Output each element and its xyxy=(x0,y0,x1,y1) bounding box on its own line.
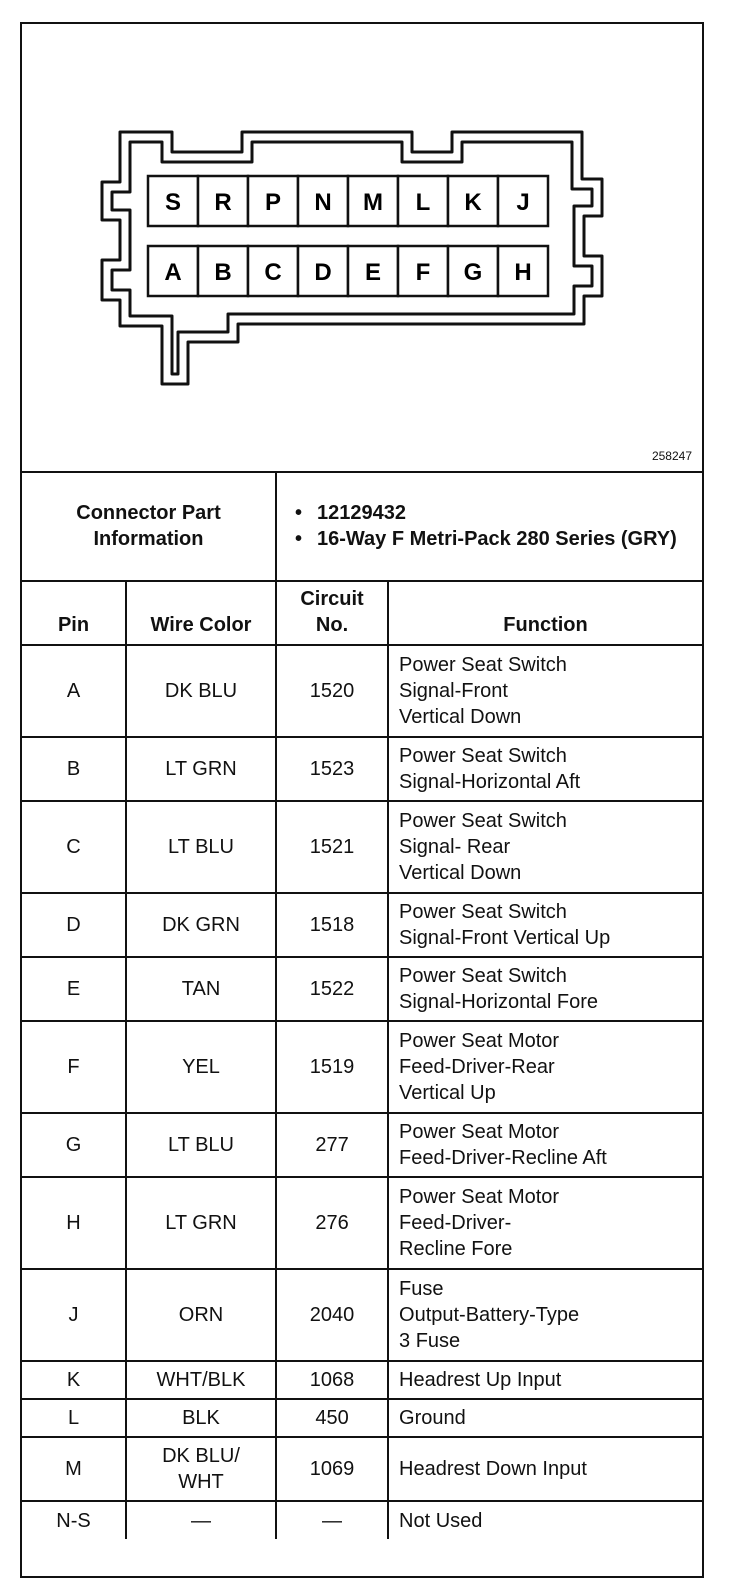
pinout-table xyxy=(22,471,702,1539)
table-row xyxy=(22,801,702,893)
circuit-cell: 2040 xyxy=(276,1269,388,1361)
table-row xyxy=(22,893,702,957)
pin-label: R xyxy=(214,189,232,216)
connector-sheet xyxy=(20,22,704,1578)
pin-label: E xyxy=(364,259,382,286)
pin-cell: D xyxy=(22,893,126,957)
pin-label: F xyxy=(415,259,431,286)
pin-cell: B xyxy=(22,737,126,801)
wire-color-cell: LT GRN xyxy=(126,737,276,801)
pin-label: H xyxy=(514,259,532,286)
wire-color-cell: BLK xyxy=(126,1399,276,1437)
function-cell: Headrest Down Input xyxy=(388,1437,702,1501)
function-cell: Power Seat Switch Signal-Front Vertical Down xyxy=(388,645,702,737)
table-row xyxy=(22,1021,702,1113)
function-cell: Power Seat Motor Feed-Driver- Recline Fore xyxy=(388,1177,702,1269)
table-row xyxy=(22,957,702,1021)
function-cell: Fuse Output-Battery-Type 3 Fuse xyxy=(388,1269,702,1361)
circuit-cell: 276 xyxy=(276,1177,388,1269)
table-row xyxy=(22,1113,702,1177)
top-pin-row xyxy=(148,176,548,226)
pin-cell: L xyxy=(22,1399,126,1437)
pin-label: P xyxy=(264,189,282,216)
function-cell: Power Seat Motor Feed-Driver-Rear Vertical Up xyxy=(388,1021,702,1113)
pin-label: G xyxy=(463,259,483,286)
table-row xyxy=(22,1361,702,1399)
wire-color-cell: ORN xyxy=(126,1269,276,1361)
part-info-label: Connector Part Information xyxy=(22,471,276,581)
wire-color-cell: LT GRN xyxy=(126,1177,276,1269)
function-cell: Power Seat Switch Signal-Horizontal Fore xyxy=(388,957,702,1021)
circuit-cell: 1518 xyxy=(276,893,388,957)
pin-label: J xyxy=(516,189,530,216)
wire-color-cell: DK GRN xyxy=(126,893,276,957)
pin-label: M xyxy=(363,189,383,216)
pin-label: N xyxy=(314,189,332,216)
pin-cell: A xyxy=(22,645,126,737)
header-pin: Pin xyxy=(22,581,126,645)
circuit-cell: 1523 xyxy=(276,737,388,801)
table-row xyxy=(22,1501,702,1539)
function-cell: Power Seat Switch Signal- Rear Vertical Down xyxy=(388,801,702,893)
circuit-cell: 1069 xyxy=(276,1437,388,1501)
table-row xyxy=(22,1399,702,1437)
wire-color-cell: LT BLU xyxy=(126,1113,276,1177)
connector-diagram xyxy=(22,24,702,473)
pin-label: S xyxy=(164,189,182,216)
pin-label: L xyxy=(415,189,431,216)
circuit-cell: 1522 xyxy=(276,957,388,1021)
wire-color-cell: DK BLU xyxy=(126,645,276,737)
pin-cell: C xyxy=(22,801,126,893)
header-wire-color: Wire Color xyxy=(126,581,276,645)
circuit-cell: 1520 xyxy=(276,645,388,737)
figure-id: 258247 xyxy=(651,449,692,463)
wire-color-cell: WHT/BLK xyxy=(126,1361,276,1399)
circuit-cell: 1519 xyxy=(276,1021,388,1113)
header-circuit: Circuit No. xyxy=(276,581,388,645)
pin-cell: G xyxy=(22,1113,126,1177)
connector-face-drawing xyxy=(22,24,702,471)
table-row xyxy=(22,645,702,737)
wire-color-cell: DK BLU/ WHT xyxy=(126,1437,276,1501)
pin-cell: F xyxy=(22,1021,126,1113)
wire-color-cell: LT BLU xyxy=(126,801,276,893)
bottom-pin-row xyxy=(148,246,548,296)
circuit-cell: 1068 xyxy=(276,1361,388,1399)
header-row xyxy=(22,581,702,645)
part-description: • 16-Way F Metri-Pack 280 Series (GRY) xyxy=(317,526,692,552)
circuit-cell: 450 xyxy=(276,1399,388,1437)
part-number: • 12129432 xyxy=(317,500,692,526)
function-cell: Ground xyxy=(388,1399,702,1437)
circuit-cell: 1521 xyxy=(276,801,388,893)
pin-cell: H xyxy=(22,1177,126,1269)
function-cell: Not Used xyxy=(388,1501,702,1539)
table-row xyxy=(22,1437,702,1501)
table-row xyxy=(22,1177,702,1269)
pin-label: K xyxy=(464,189,482,216)
pin-cell: E xyxy=(22,957,126,1021)
function-cell: Power Seat Switch Signal-Front Vertical Up xyxy=(388,893,702,957)
function-cell: Headrest Up Input xyxy=(388,1361,702,1399)
pin-cell: K xyxy=(22,1361,126,1399)
function-cell: Power Seat Switch Signal-Horizontal Aft xyxy=(388,737,702,801)
table-row xyxy=(22,737,702,801)
function-cell: Power Seat Motor Feed-Driver-Recline Aft xyxy=(388,1113,702,1177)
wire-color-cell: TAN xyxy=(126,957,276,1021)
header-function: Function xyxy=(388,581,702,645)
table-row xyxy=(22,1269,702,1361)
pin-cell: J xyxy=(22,1269,126,1361)
circuit-cell: — xyxy=(276,1501,388,1539)
pin-cell: M xyxy=(22,1437,126,1501)
pin-label: D xyxy=(314,259,332,286)
wire-color-cell: — xyxy=(126,1501,276,1539)
pin-cell: N-S xyxy=(22,1501,126,1539)
pin-label: C xyxy=(264,259,282,286)
part-info-list xyxy=(276,471,702,581)
circuit-cell: 277 xyxy=(276,1113,388,1177)
wire-color-cell: YEL xyxy=(126,1021,276,1113)
part-info-row xyxy=(22,471,702,581)
pin-label: A xyxy=(164,259,182,286)
pin-label: B xyxy=(214,259,232,286)
